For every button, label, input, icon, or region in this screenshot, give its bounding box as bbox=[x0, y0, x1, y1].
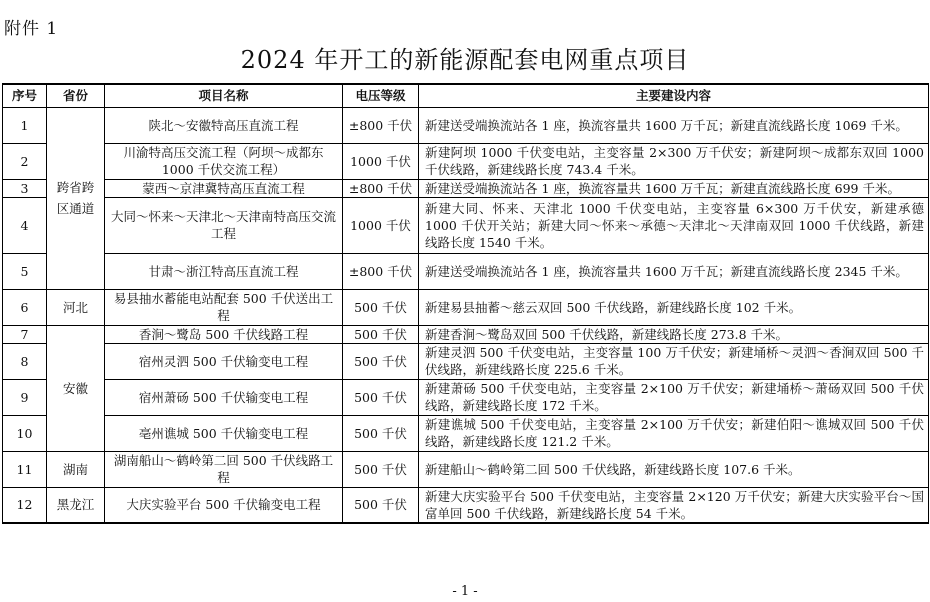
table-row bbox=[3, 343, 929, 379]
header-name: 项目名称 bbox=[105, 84, 343, 107]
table-row bbox=[3, 107, 929, 143]
construction-content: 新建送受端换流站各 1 座，换流容量共 1600 万千瓦；新建直流线路长度 699 千米。 bbox=[419, 179, 929, 197]
voltage-level: 1000 千伏 bbox=[343, 197, 419, 253]
table-row bbox=[3, 289, 929, 325]
row-no: 1 bbox=[3, 107, 47, 143]
construction-content: 新建船山～鹤岭第二回 500 千伏线路，新建线路长度 107.6 千米。 bbox=[419, 451, 929, 487]
table-row bbox=[3, 415, 929, 451]
voltage-level: 500 千伏 bbox=[343, 451, 419, 487]
row-no: 9 bbox=[3, 379, 47, 415]
project-name: 川渝特高压交流工程（阿坝～成都东1000 千伏交流工程） bbox=[105, 143, 343, 179]
project-name: 宿州萧砀 500 千伏输变电工程 bbox=[105, 379, 343, 415]
row-no: 3 bbox=[3, 179, 47, 197]
table-row bbox=[3, 325, 929, 343]
table-row bbox=[3, 143, 929, 179]
voltage-level: 500 千伏 bbox=[343, 487, 419, 523]
voltage-level: 500 千伏 bbox=[343, 415, 419, 451]
project-name: 大同～怀来～天津北～天津南特高压交流工程 bbox=[105, 197, 343, 253]
table-row bbox=[3, 487, 929, 523]
attachment-label: 附件 1 bbox=[4, 19, 59, 39]
table-row bbox=[3, 379, 929, 415]
header-province: 省份 bbox=[47, 84, 105, 107]
construction-content: 新建大庆实验平台 500 千伏变电站，主变容量 2×120 万千伏安；新建大庆实验平台～国富单回 500 千伏线路，新建线路长度 54 千米。 bbox=[419, 487, 929, 523]
row-no: 12 bbox=[3, 487, 47, 523]
project-name: 易县抽水蓄能电站配套 500 千伏送出工程 bbox=[105, 289, 343, 325]
construction-content: 新建香涧～鹭岛双回 500 千伏线路，新建线路长度 273.8 千米。 bbox=[419, 325, 929, 343]
project-name: 大庆实验平台 500 千伏输变电工程 bbox=[105, 487, 343, 523]
table-row bbox=[3, 253, 929, 289]
row-no: 7 bbox=[3, 325, 47, 343]
construction-content: 新建阿坝 1000 千伏变电站，主变容量 2×300 万千伏安；新建阿坝～成都东双回 1000 千伏线路，新建线路长度 743.4 千米。 bbox=[419, 143, 929, 179]
row-no: 11 bbox=[3, 451, 47, 487]
row-no: 4 bbox=[3, 197, 47, 253]
voltage-level: ±800 千伏 bbox=[343, 253, 419, 289]
row-no: 6 bbox=[3, 289, 47, 325]
project-name: 宿州灵泗 500 千伏输变电工程 bbox=[105, 343, 343, 379]
construction-content: 新建灵泗 500 千伏变电站，主变容量 100 万千伏安；新建埇桥～灵泗～香涧双回 500 千伏线路，新建线路长度 225.6 千米。 bbox=[419, 343, 929, 379]
projects-table bbox=[2, 83, 929, 524]
province-cell bbox=[47, 107, 105, 289]
province-cell: 黑龙江 bbox=[47, 487, 105, 523]
voltage-level: 500 千伏 bbox=[343, 289, 419, 325]
construction-content: 新建萧砀 500 千伏变电站，主变容量 2×100 万千伏安；新建埇桥～萧砀双回 500 千伏线路，新建线路长度 172 千米。 bbox=[419, 379, 929, 415]
voltage-level: 1000 千伏 bbox=[343, 143, 419, 179]
table-row bbox=[3, 451, 929, 487]
table-row bbox=[3, 197, 929, 253]
project-name: 蒙西～京津冀特高压直流工程 bbox=[105, 179, 343, 197]
project-name: 陕北～安徽特高压直流工程 bbox=[105, 107, 343, 143]
table-header-row bbox=[3, 84, 929, 107]
header-no: 序号 bbox=[3, 84, 47, 107]
project-name: 香涧～鹭岛 500 千伏线路工程 bbox=[105, 325, 343, 343]
province-cell: 湖南 bbox=[47, 451, 105, 487]
voltage-level: 500 千伏 bbox=[343, 343, 419, 379]
voltage-level: ±800 千伏 bbox=[343, 107, 419, 143]
row-no: 10 bbox=[3, 415, 47, 451]
voltage-level: 500 千伏 bbox=[343, 325, 419, 343]
construction-content: 新建谯城 500 千伏变电站，主变容量 2×100 万千伏安；新建伯阳～谯城双回 500 千伏线路，新建线路长度 121.2 千米。 bbox=[419, 415, 929, 451]
table-row bbox=[3, 179, 929, 197]
project-name: 湖南船山～鹤岭第二回 500 千伏线路工程 bbox=[105, 451, 343, 487]
project-name: 亳州谯城 500 千伏输变电工程 bbox=[105, 415, 343, 451]
construction-content: 新建大同、怀来、天津北 1000 千伏变电站，主变容量 6×300 万千伏安，新建承德 1000 千伏开关站；新建大同～怀来～承德～天津北～天津南双回 1000 千伏线路，新建线路长度 1540 千米。 bbox=[419, 197, 929, 253]
header-voltage: 电压等级 bbox=[343, 84, 419, 107]
construction-content: 新建易县抽蓄～慈云双回 500 千伏线路，新建线路长度 102 千米。 bbox=[419, 289, 929, 325]
project-name: 甘肃～浙江特高压直流工程 bbox=[105, 253, 343, 289]
page-number: - 1 - bbox=[452, 584, 478, 599]
header-content: 主要建设内容 bbox=[419, 84, 929, 107]
page-title: 2024 年开工的新能源配套电网重点项目 bbox=[240, 46, 690, 74]
voltage-level: ±800 千伏 bbox=[343, 179, 419, 197]
province-label: 跨省跨区通道 bbox=[56, 180, 95, 216]
row-no: 8 bbox=[3, 343, 47, 379]
construction-content: 新建送受端换流站各 1 座，换流容量共 1600 万千瓦；新建直流线路长度 1069 千米。 bbox=[419, 107, 929, 143]
construction-content: 新建送受端换流站各 1 座，换流容量共 1600 万千瓦；新建直流线路长度 2345 千米。 bbox=[419, 253, 929, 289]
row-no: 5 bbox=[3, 253, 47, 289]
voltage-level: 500 千伏 bbox=[343, 379, 419, 415]
province-cell: 河北 bbox=[47, 289, 105, 325]
row-no: 2 bbox=[3, 143, 47, 179]
province-cell: 安徽 bbox=[47, 325, 105, 451]
